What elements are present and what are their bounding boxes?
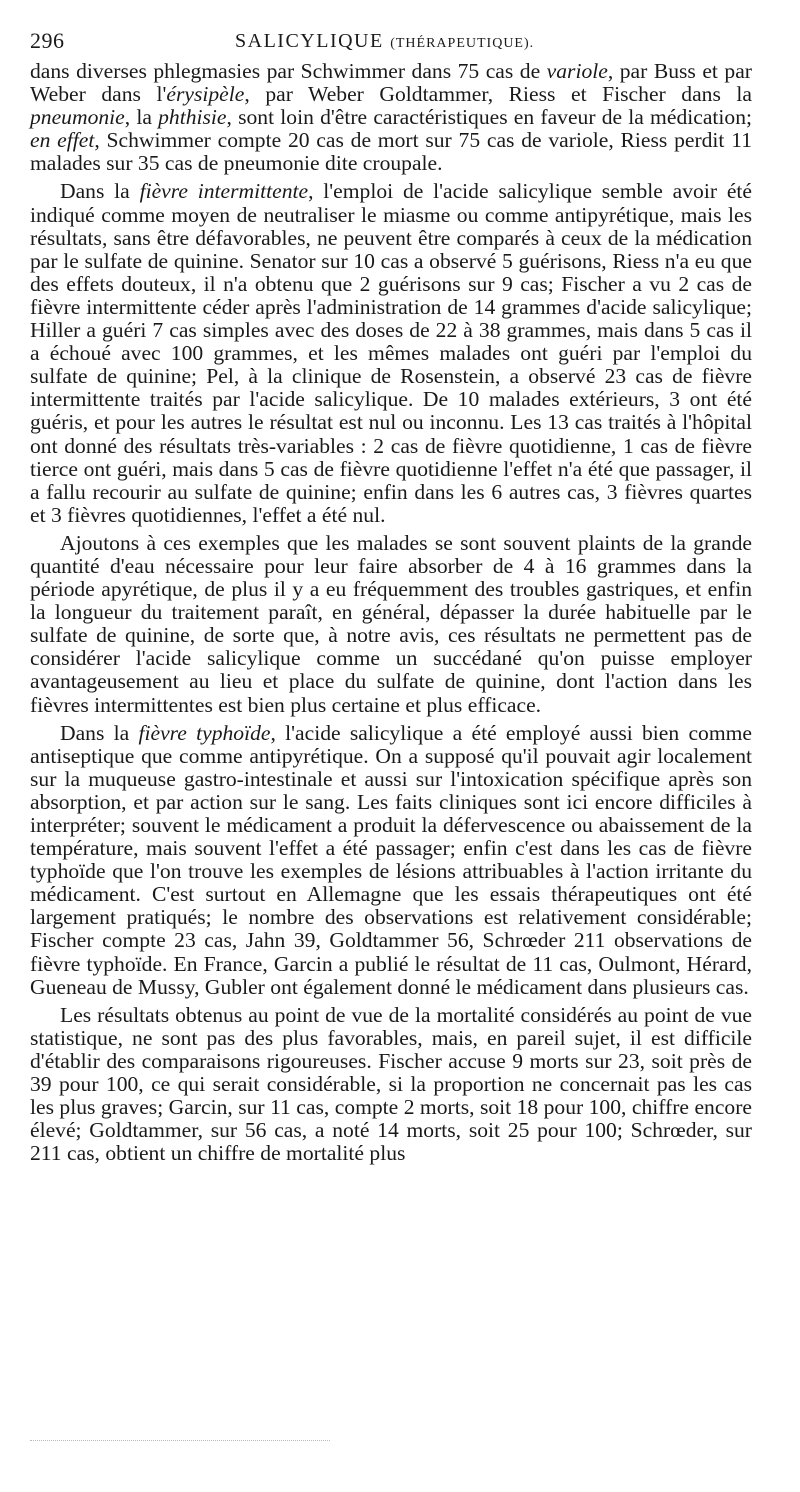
running-title-main: SALICYLIQUE (235, 30, 384, 52)
paragraph-5 (30, 1004, 752, 1166)
paragraph-4 (30, 722, 752, 999)
running-head (30, 22, 752, 54)
text-run: Les résultats obtenus au point de vue de la mortalité considérés au point de vue statistique, ne sont pas des plus favorables, mais, en pareil sujet, il est difficile d'établir des comparaisons rigoureuses. Fischer accuse 9 morts sur 23, soit près de 39 pour 100, ce qui serait considérable, si la proportion ne concernait pas les cas les plus graves; Garcin, sur 11 cas, compte 2 morts, soit 18 pour 100, chiffre encore élevé; Goldtammer, sur 56 cas, a noté 14 morts, soit 25 pour 100; Schrœder, sur 211 cas, obtient un chiffre de mortalité plus (30, 1002, 752, 1166)
text-run: , par Weber Goldtammer, Riess et Fischer dans la (244, 82, 752, 107)
text-run: dans diverses phlegmasies par Schwimmer dans 75 cas de (30, 59, 547, 83)
document-page (30, 22, 752, 1165)
text-run: Dans la (60, 179, 140, 204)
italic-term: variole (546, 59, 608, 83)
page-number: 296 (30, 28, 65, 53)
running-title-subtitle: (THÉRAPEUTIQUE). (390, 36, 535, 51)
text-run: , l'emploi de l'acide salicylique semble avoir été indiqué comme moyen de neutraliser le miasme ou comme antipyrétique, mais les résultats, sans être défavorables, ne peuvent être comparés à ceux de la médication par le sulfate de quinine. Senator sur 10 cas a observé 5 guérisons, Riess n'a eu que des effets douteux, il n'a obtenu que 2 guérisons sur 9 cas; Fischer a vu 2 cas de fièvre intermittente céder après l'administration de 14 grammes d'acide salicylique; Hiller a guéri 7 cas simples avec des doses de 22 à 38 grammes, mais dans 5 cas il a échoué avec 100 grammes, et les mêmes malades ont guéri par l'emploi du sulfate de quinine; Pel, à la clinique de Rosenstein, a observé 23 cas de fièvre intermittente traités par l'acide salicylique. De 10 malades extérieurs, 3 ont été guéris, et pour les autres le résultat est nul ou inconnu. Les 13 cas traités à l'hôpital ont donné des résultats très-variables : 2 cas de fièvre quotidienne, 1 cas de fièvre tierce ont guéri, mais dans 5 cas de fièvre quotidienne l'effet n'a été que passager, il a fallu recourir au sulfate de quinine; enfin dans les 6 autres cas, 3 fièvres quartes et 3 fièvres quotidiennes, l'effet a été nul. (30, 179, 753, 527)
paragraph-2 (30, 180, 752, 526)
text-run: , sont loin d'être caractéristiques en faveur de la médication; (226, 105, 752, 130)
text-run: Ajoutons à ces exemples que les malades se sont souvent plaints de la grande quantité d'eau nécessaire pour leur faire absorber de 4 à 16 grammes dans la période apyrétique, de plus il y a eu fréquemment des troubles gastriques, et enfin la longueur du traitement paraît, en général, dépasser la durée habituelle par le sulfate de quinine, de sorte que, à notre avis, ces résultats ne permettent pas de considérer l'acide salicylique comme un succédané qu'on puisse employer avantageusement au lieu et place du sulfate de quinine, dont l'action dans les fièvres intermittentes est bien plus certaine et plus efficace. (30, 530, 752, 717)
italic-term: en effet (30, 128, 95, 153)
body-text (30, 60, 752, 1165)
running-title (235, 30, 534, 53)
paragraph-1 (30, 60, 752, 175)
text-run: Dans la (60, 720, 139, 745)
text-run: , la (124, 105, 159, 130)
italic-term: phthisie (158, 105, 227, 130)
paragraph-3 (30, 532, 752, 717)
text-run: , l'acide salicylique a été employé aussi bien comme antiseptique que comme antipyrétique. On a supposé qu'il pouvait agir localement sur la muqueuse gastro-intestinale et aussi sur l'intoxication spécifique après son absorption, et par action sur le sang. Les faits cliniques sont ici encore difficiles à interpréter; souvent le médicament a produit la défervescence ou abaissement de la température, mais souvent l'effet a été passager; enfin c'est dans les cas de fièvre typhoïde que l'on trouve les exemples de lésions attribuables à l'action irritante du médicament. C'est surtout en Allemagne que les essais thérapeutiques ont été largement pratiqués; le nombre des observations est relativement considérable; Fischer compte 23 cas, Jahn 39, Goldtammer 56, Schrœder 211 observations de fièvre typhoïde. En France, Garcin a publié le résultat de 11 cas, Oulmont, Hérard, Gueneau de Mussy, Gubler ont également donné le médicament dans plusieurs cas. (30, 720, 753, 999)
footer-rule (30, 1440, 330, 1442)
italic-term: fièvre intermittente (139, 179, 309, 204)
text-run: , Schwimmer compte 20 cas de mort sur 75 cas de variole, Riess perdit 11 malades sur 35 cas de pneumonie dite croupale. (30, 128, 752, 176)
italic-term: pneumonie (30, 105, 125, 130)
italic-term: érysipèle (166, 82, 245, 107)
italic-term: fièvre typhoïde (138, 720, 271, 745)
text-run: , par Buss et par Weber dans l' (30, 59, 752, 107)
